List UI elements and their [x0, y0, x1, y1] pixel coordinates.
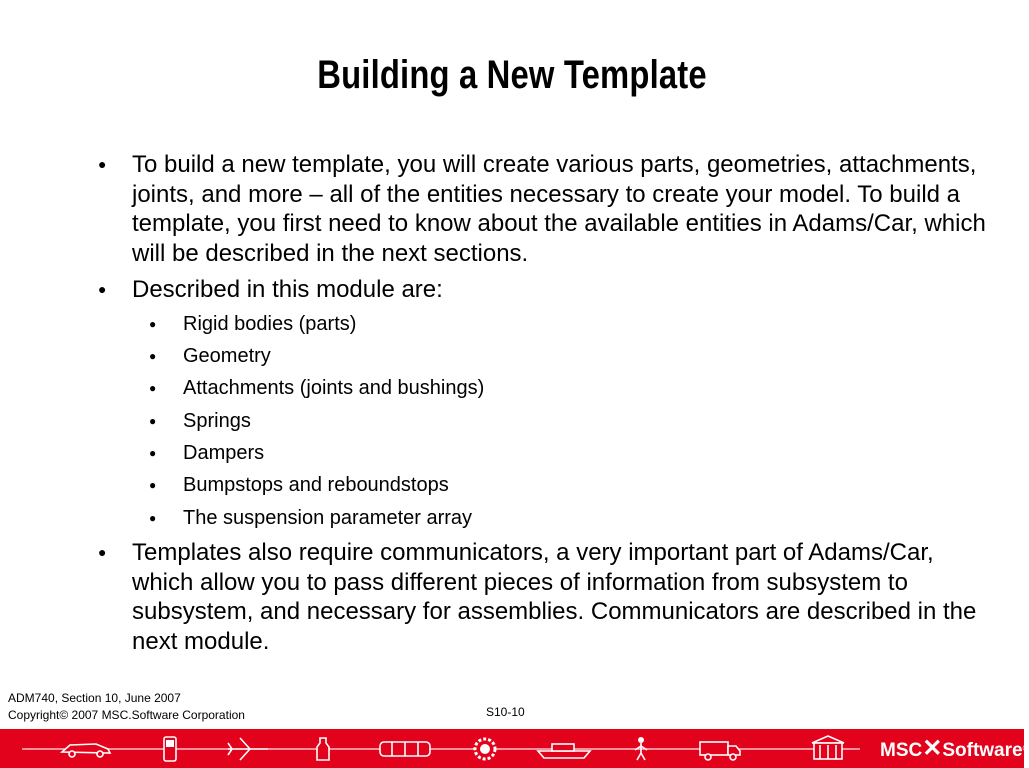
- sub-bullet-text: Rigid bodies (parts): [183, 312, 357, 335]
- ship-icon: [538, 744, 590, 758]
- sub-bullet-text: The suspension parameter array: [183, 506, 473, 529]
- bullet-list: [96, 150, 986, 656]
- page-number: S10-10: [486, 705, 525, 719]
- slide-body: [96, 150, 986, 663]
- sub-bullet-item: [132, 376, 986, 401]
- person-icon: [635, 737, 647, 760]
- bullet-dot-icon: ●: [149, 316, 157, 331]
- sub-bullet-text: Dampers: [183, 442, 265, 465]
- sub-bullet-item: [132, 506, 986, 531]
- course-line: ADM740, Section 10, June 2007: [8, 691, 181, 705]
- bullet-text: Templates also require communicators, a very important part of Adams/Car, which allow you to pass different pieces of information from subsystem to subsystem, and necessary for assemblies. Communicators are described in the next module.: [132, 539, 977, 655]
- bullet-dot-icon: ●: [149, 348, 157, 363]
- brand-bar: [0, 729, 1029, 768]
- airplane-icon: [228, 738, 268, 760]
- logo-software: Software: [942, 740, 1023, 761]
- bullet-dot-icon: ●: [149, 478, 157, 493]
- bullet-item: [96, 150, 986, 268]
- bullet-dot-icon: ●: [149, 381, 157, 396]
- gear-icon: [475, 739, 495, 759]
- bullet-text: To build a new template, you will create various parts, geometries, attachments, joints, and more – all of the entities necessary to create your model. To build a template, you first need to know about the available entities in Adams/Car, which will be described in the next sections.: [132, 151, 986, 267]
- cellphone-icon: [164, 737, 176, 761]
- bullet-item: [96, 538, 986, 656]
- slide-title: Building a New Template: [317, 53, 707, 97]
- building-icon: [812, 736, 844, 759]
- bullet-text: Described in this module are:: [132, 276, 443, 303]
- train-icon: [380, 742, 430, 756]
- sub-bullet-text: Bumpstops and reboundstops: [183, 474, 449, 497]
- bullet-dot-icon: ●: [98, 544, 107, 561]
- bullet-dot-icon: ●: [98, 156, 107, 172]
- logo-msc: MSC: [880, 740, 923, 761]
- footer-info: [8, 690, 245, 724]
- bullet-item: [96, 275, 986, 531]
- sub-bullet-item: [132, 344, 986, 369]
- truck-icon: [700, 742, 740, 760]
- industry-icons-strip: [0, 729, 880, 768]
- bottle-icon: [317, 738, 329, 760]
- sub-bullet-item: [132, 409, 986, 434]
- logo-trademark: ®: [1022, 744, 1029, 753]
- bullet-dot-icon: ●: [149, 510, 157, 525]
- sub-bullet-text: Geometry: [183, 344, 271, 367]
- sub-bullet-list: [132, 312, 986, 531]
- sub-bullet-item: [132, 312, 986, 337]
- bullet-dot-icon: ●: [149, 446, 157, 461]
- sub-bullet-text: Springs: [183, 409, 251, 432]
- copyright-line: Copyright© 2007 MSC.Software Corporation: [8, 708, 245, 722]
- bullet-dot-icon: ●: [98, 281, 107, 297]
- sub-bullet-text: Attachments (joints and bushings): [183, 377, 485, 400]
- bullet-dot-icon: ●: [149, 413, 157, 428]
- logo-x-icon: ✕: [922, 735, 943, 762]
- msc-software-logo: [880, 735, 1029, 763]
- race-car-icon: [62, 744, 110, 757]
- sub-bullet-item: [132, 473, 986, 498]
- sub-bullet-item: [132, 441, 986, 466]
